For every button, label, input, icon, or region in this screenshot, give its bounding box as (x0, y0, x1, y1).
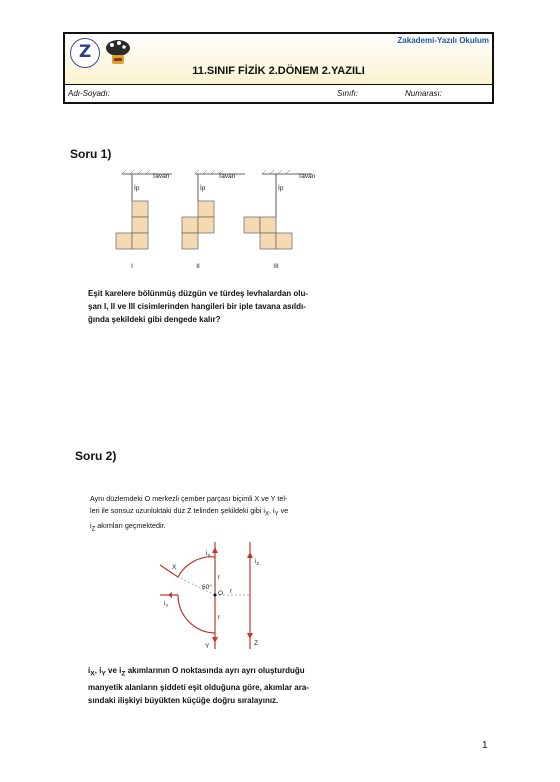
question-1-title: Soru 1) (70, 147, 112, 161)
question-2-figure (150, 537, 280, 652)
page-number: 1 (482, 740, 488, 751)
question-2-text: $i_X$, $i_Y$ ve $i_Z$ akımlarının O noktasında ayrı ayrı oluşturduğu manyetik alanların şiddeti eşit olduğuna göre, akımlar ara- sındaki ilişkiyi büyükten küçüğe doğru sıralayınız. (88, 666, 309, 705)
wire-z-label: Z (254, 640, 258, 647)
student-info-row (65, 84, 492, 103)
question-2-intro: Aynı düzlemdeki O merkezli çember parçası biçimli X ve Y tel- leri ile sonsuz uzunluktaki düz Z telinden şekildeki gibi $i_X$, $i_Y$ ve $i_Z$ akımları geçmektedir. (90, 494, 289, 533)
radius-label-3: r (218, 614, 221, 621)
roman-label-3: III (273, 263, 279, 270)
question-1-figure (100, 168, 330, 273)
question-1-text: Eşit karelere bölünmüş düzgün ve türdeş levhalardan olu- şan I, II ve III cisimlerinden hangileri bir iple tavana asıldı- ğında şekildeki gibi dengede kalır? (88, 289, 309, 324)
exam-header (63, 32, 494, 104)
radius-label-1: r (218, 574, 221, 581)
question-2-title: Soru 2) (75, 449, 117, 463)
number-label: Numarası: (405, 89, 442, 98)
angle-label: 60° (202, 584, 212, 591)
current-ix-label: $i_X$ (206, 550, 211, 558)
z-logo-icon: Z (70, 38, 100, 68)
class-label: Sınıfı: (337, 89, 358, 98)
rope-label-3: İp (278, 185, 284, 192)
rope-label-1: İp (134, 185, 140, 192)
center-o-label: O (218, 590, 224, 597)
ceiling-label-1: Tavan (152, 173, 170, 180)
name-label: Adı-Soyadı: (68, 89, 110, 98)
wire-x-label: X (172, 564, 177, 571)
current-iy-label: $i_Y$ (164, 600, 169, 608)
school-name: Zakademi-Yazılı Okulum (397, 36, 489, 45)
rope-label-2: İp (200, 185, 206, 192)
roman-label-2: II (196, 263, 200, 270)
wire-y-label: Y (205, 643, 210, 650)
current-iz-label: $i_Z$ (255, 558, 260, 566)
roman-label-1: I (131, 263, 133, 270)
ceiling-label-3: Tavan (298, 173, 316, 180)
radius-label-2: r (230, 588, 233, 595)
exam-title: 11.SINIF FİZİK 2.DÖNEM 2.YAZILI (192, 65, 365, 77)
mascot-logo-icon (103, 37, 133, 67)
ceiling-label-2: Tavan (218, 173, 236, 180)
